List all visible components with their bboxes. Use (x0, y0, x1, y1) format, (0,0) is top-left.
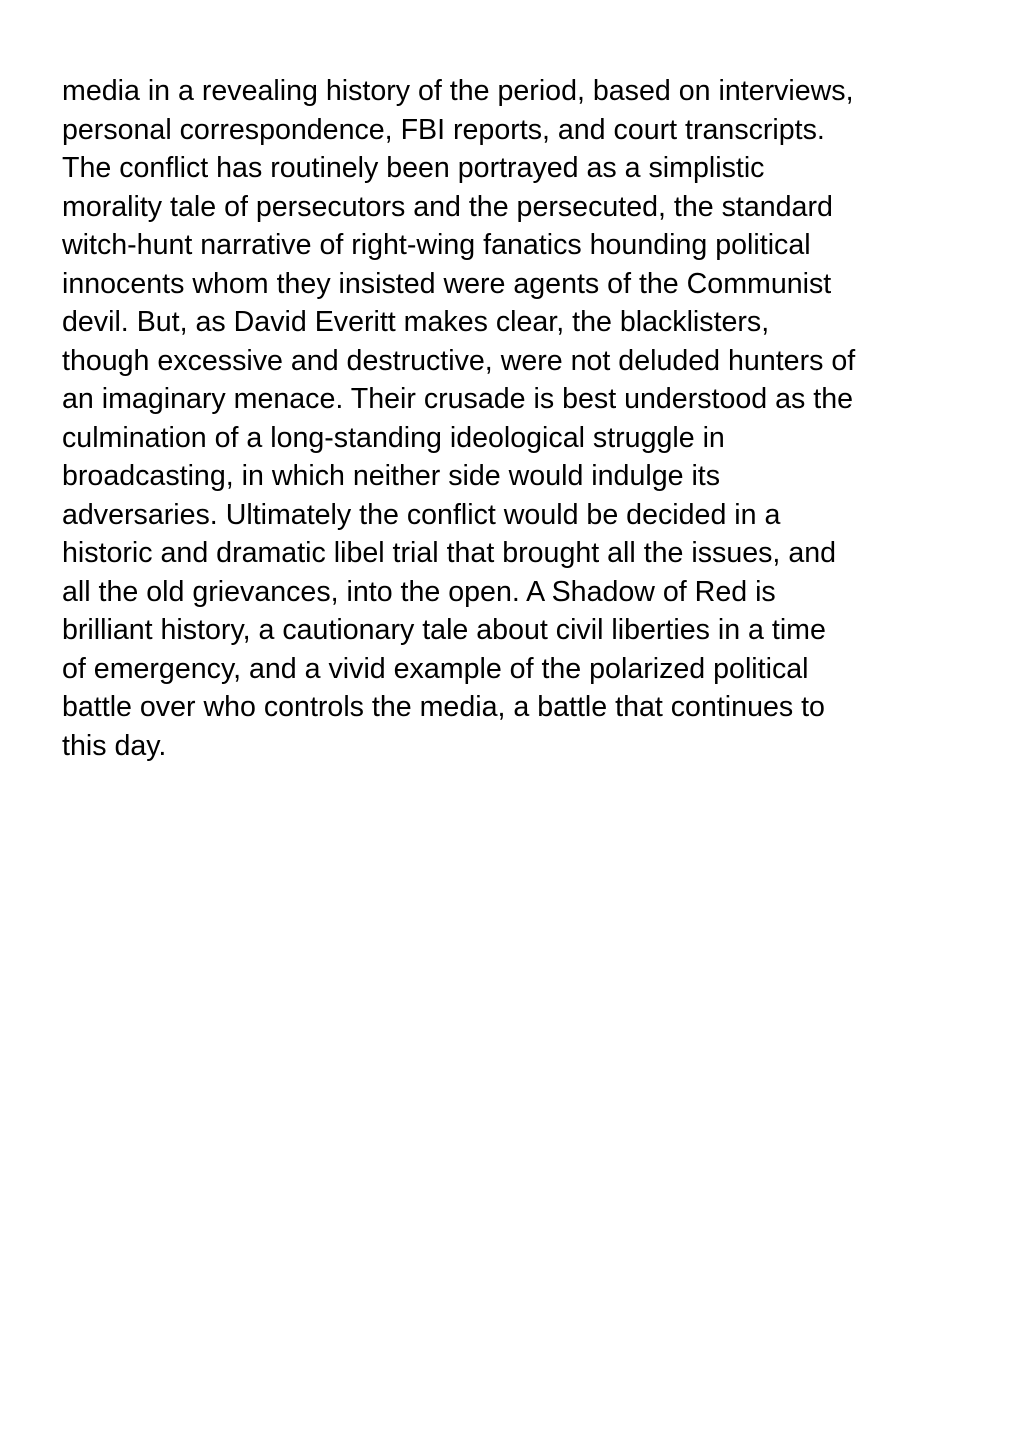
body-paragraph (62, 72, 982, 765)
text-line: innocents whom they insisted were agents of the Communist (62, 267, 832, 300)
text-line: battle over who controls the media, a battle that continues to (62, 691, 825, 723)
text-line: media in a revealing history of the period, based on interviews, (62, 75, 854, 107)
text-line: brilliant history, a cautionary tale about civil liberties in a time (62, 614, 826, 646)
text-line: personal correspondence, FBI reports, and court transcripts. (62, 113, 825, 146)
text-line: broadcasting, in which neither side would indulge its (62, 460, 721, 492)
text-line: adversaries. Ultimately the conflict would be decided in a (62, 498, 781, 531)
text-line: The conflict has routinely been portrayed as a simplistic (62, 152, 765, 184)
text-line: though excessive and destructive, were not deluded hunters of (62, 344, 856, 377)
text-line: devil. But, as David Everitt makes clear, the blacklisters, (62, 306, 770, 338)
text-line: an imaginary menace. Their crusade is best understood as the (62, 383, 854, 415)
text-line: this day. (62, 729, 167, 762)
text-line: morality tale of persecutors and the persecuted, the standard (62, 190, 833, 223)
text-line: witch-hunt narrative of right-wing fanatics hounding political (62, 229, 811, 261)
text-line: of emergency, and a vivid example of the polarized political (62, 652, 809, 685)
text-line: culmination of a long-standing ideological struggle in (62, 421, 725, 454)
text-line: historic and dramatic libel trial that brought all the issues, and (62, 537, 837, 569)
text-line: all the old grievances, into the open. A Shadow of Red is (62, 575, 776, 608)
